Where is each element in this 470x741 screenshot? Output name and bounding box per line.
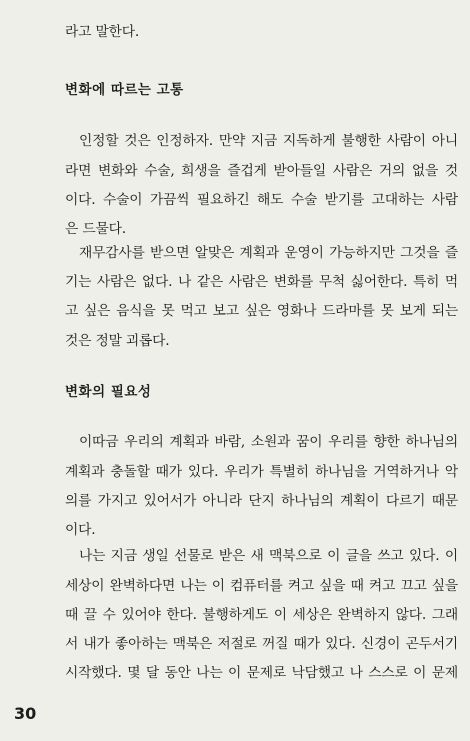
paragraph-line: 세상이 완벽하다면 나는 이 컴퓨터를 켜고 싶을 때 켜고 끄고 싶을 xyxy=(65,578,458,594)
paragraph-line: 기는 사람은 없다. 나 같은 사람은 변화를 무척 싫어한다. 특히 먹 xyxy=(65,274,458,290)
top-line: 라고 말한다. xyxy=(65,24,140,40)
paragraph-line: 재무감사를 받으면 알맞은 계획과 운영이 가능하지만 그것을 즐 xyxy=(79,245,458,261)
paragraph-line: 때 끌 수 있어야 한다. 불행하게도 이 세상은 완벽하지 않다. 그래 xyxy=(65,607,458,623)
paragraph-line: 이따금 우리의 계획과 바람, 소원과 꿈이 우리를 향한 하나님의 xyxy=(79,434,458,450)
paragraph-line: 것은 정말 괴롭다. xyxy=(65,333,170,349)
paragraph-line: 의를 가지고 있어서가 아니라 단지 하나님의 계획이 다르기 때문 xyxy=(65,493,458,509)
paragraph-line: 이다. xyxy=(65,522,96,538)
paragraph-line: 나는 지금 생일 선물로 받은 새 맥북으로 이 글을 쓰고 있다. 이 xyxy=(79,548,458,564)
paragraph-line: 서 내가 좋아하는 맥북은 저절로 꺼질 때가 있다. 신경이 곤두서기 xyxy=(65,636,458,652)
section-heading-pain-of-change: 변화에 따르는 고통 xyxy=(65,82,184,98)
section-heading-need-for-change: 변화의 필요성 xyxy=(65,384,152,400)
paragraph-line: 인정할 것은 인정하자. 만약 지금 지독하게 불행한 사람이 아니 xyxy=(79,133,458,149)
paragraph-line: 계획과 충돌할 때가 있다. 우리가 특별히 하나님을 거역하거나 악 xyxy=(65,464,458,480)
paragraph-line: 고 싶은 음식을 못 먹고 보고 싶은 영화나 드라마를 못 보게 되는 xyxy=(65,303,458,319)
paragraph-line: 시작했다. 몇 달 동안 나는 이 문제로 낙담했고 나 스스로 이 문제 xyxy=(65,665,458,681)
paragraph-line: 은 드물다. xyxy=(65,221,126,237)
paragraph-line: 라면 변화와 수술, 희생을 즐겁게 받아들일 사람은 거의 없을 것 xyxy=(65,163,458,179)
page-number: 30 xyxy=(14,704,37,723)
paragraph-line: 이다. 수술이 가끔씩 필요하긴 해도 수술 받기를 고대하는 사람 xyxy=(65,192,458,208)
